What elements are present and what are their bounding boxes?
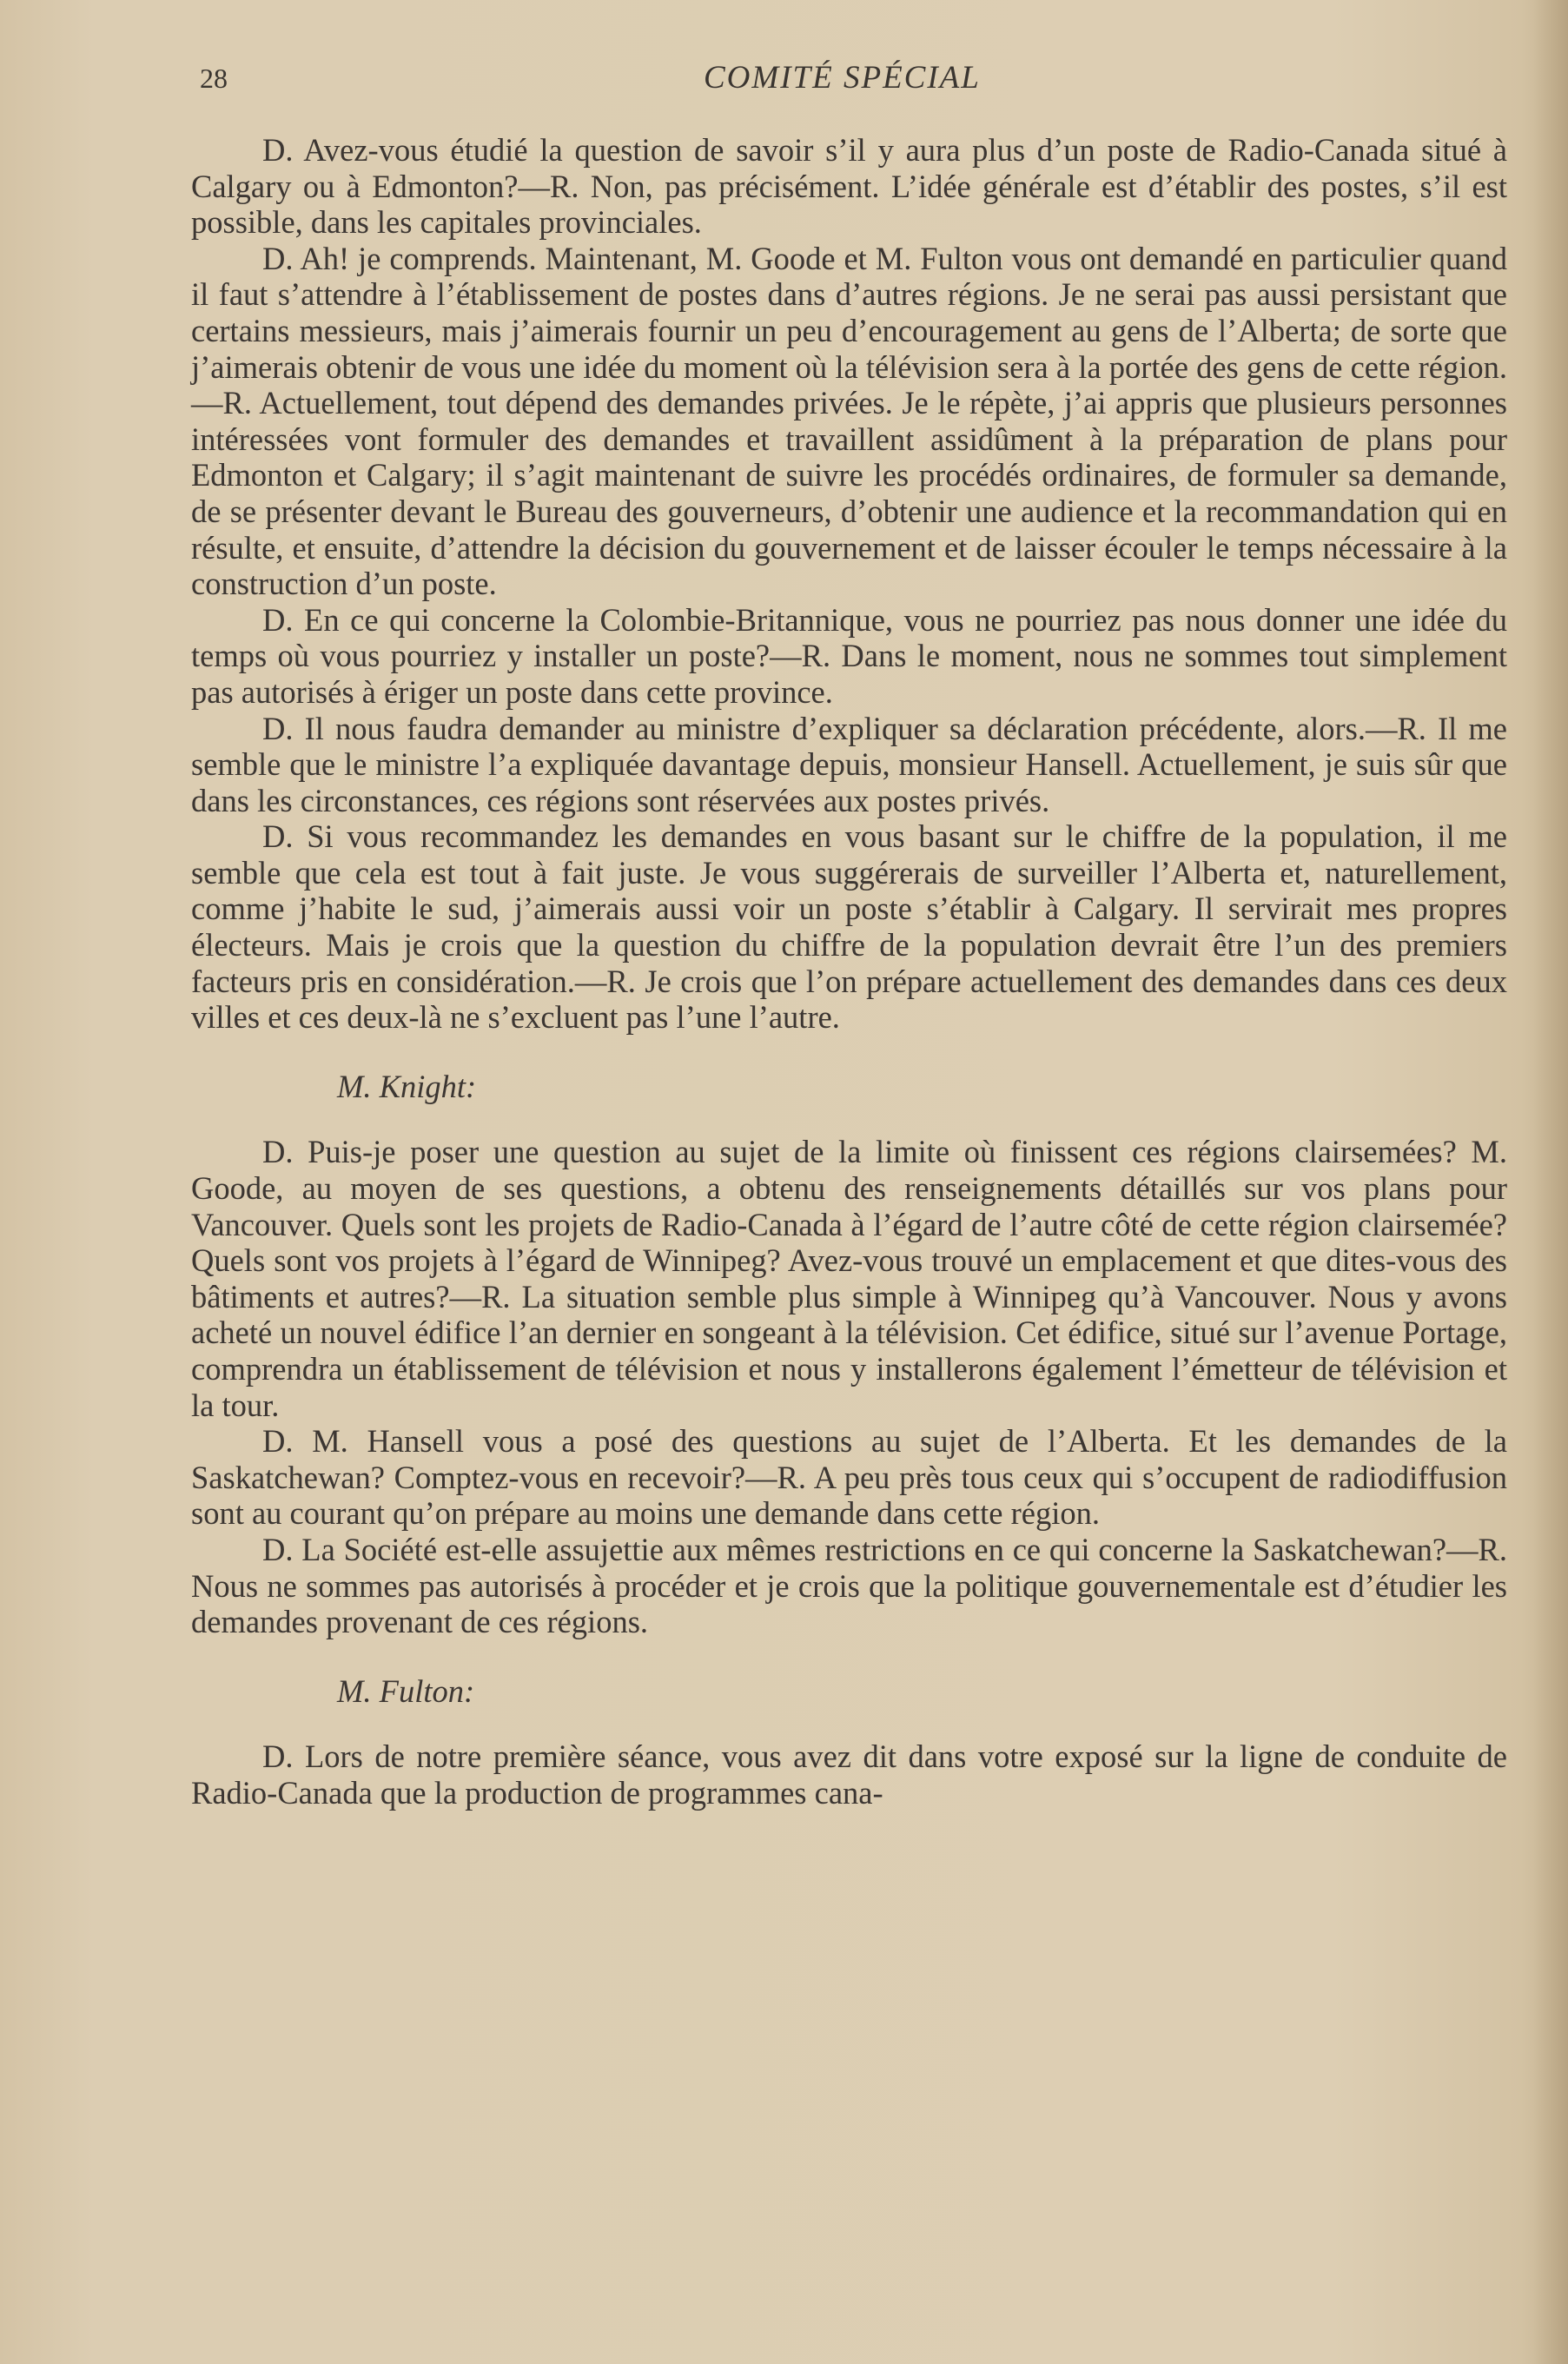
speaker-heading: M. Knight: xyxy=(337,1068,477,1104)
paragraph: D. Lors de notre première séance, vous avez dit dans votre exposé sur la ligne de conduite de Radio-Canada que la production de programmes cana- xyxy=(191,1738,1507,1811)
page-number: 28 xyxy=(200,63,228,94)
paragraph: D. Si vous recommandez les demandes en vous basant sur le chiffre de la population, il me semble que cela est tout à fait juste. Je vous suggérerais de surveiller l’Alberta et, naturellement, comme j’habite le sud, j’aimerais aussi voir un poste s’établir à Calgary. Il servirait mes propres électeurs. Mais je crois que la question du chiffre de la population devrait être l’un des premiers facteurs pris en considération.—R. Je crois que l’on prépare actuellement des demandes dans ces deux villes et ces deux-là ne s’excluent pas l’une l’autre. xyxy=(191,818,1507,1036)
paragraph: D. M. Hansell vous a posé des questions au sujet de l’Alberta. Et les demandes de la Saskatchewan? Comptez-vous en recevoir?—R. A peu près tous ceux qui s’occupent de radiodiffusion sont au courant qu’on prépare au moins une demande dans cette région. xyxy=(191,1423,1507,1532)
paragraph: D. Ah! je comprends. Maintenant, M. Goode et M. Fulton vous ont demandé en particulier quand il faut s’attendre à l’établissement de postes dans d’autres régions. Je ne serai pas aussi persistant que certains messieurs, mais j’aimerais fournir un peu d’encouragement au gens de l’Alberta; de sorte que j’aimerais obtenir de vous une idée du moment où la télévision sera à la portée des gens de cette région.—R. Actuellement, tout dépend des demandes privées. Je le répète, j’ai appris que plusieurs personnes intéressées vont formuler des demandes et travaillent assidûment à la préparation de plans pour Edmonton et Calgary; il s’agit maintenant de suivre les procédés ordinaires, de formuler sa demande, de se présenter devant le Bureau des gouverneurs, d’obtenir une audience et la recommandation qui en résulte, et ensuite, d’attendre la décision du gouvernement et de laisser écouler le temps nécessaire à la construction d’un poste. xyxy=(191,240,1507,602)
paragraph: D. La Société est-elle assujettie aux mêmes restrictions en ce qui concerne la Saskatchewan?—R. Nous ne sommes pas autorisés à procéder et je crois que la politique gouvernementale est d’étudier les demandes provenant de ces régions. xyxy=(191,1531,1507,1640)
paragraph: D. Il nous faudra demander au ministre d’expliquer sa déclaration précédente, alors.—R. Il me semble que le ministre l’a expliquée davantage depuis, monsieur Hansell. Actuellement, je suis sûr que dans les circonstances, ces régions sont réservées aux postes privés. xyxy=(191,710,1507,818)
paragraph: D. Avez-vous étudié la question de savoir s’il y aura plus d’un poste de Radio-Canada situé à Calgary ou à Edmonton?—R. Non, pas précisément. L’idée générale est d’établir des postes, s’il est possible, dans les capitales provinciales. xyxy=(191,132,1507,241)
speaker-heading: M. Fulton: xyxy=(337,1672,475,1709)
paragraph: D. Puis-je poser une question au sujet de la limite où finissent ces régions clairsemées? M. Goode, au moyen de ses questions, a obtenu des renseignements détaillés sur vos plans pour Vancouver. Quels sont les projets de Radio-Canada à l’égard de l’autre côté de cette région clairsemée? Quels sont vos projets à l’égard de Winnipeg? Avez-vous trouvé un emplacement et que dites-vous des bâtiments et autres?—R. La situation semble plus simple à Winnipeg qu’à Vancouver. Nous y avons acheté un nouvel édifice l’an dernier en songeant à la télévision. Cet édifice, situé sur l’avenue Portage, comprendra un établissement de télévision et nous y installerons également l’émetteur de télévision et la tour. xyxy=(191,1134,1507,1423)
paragraph: D. En ce qui concerne la Colombie-Britannique, vous ne pourriez pas nous donner une idée du temps où vous pourriez y installer un poste?—R. Dans le moment, nous ne sommes tout simplement pas autorisés à ériger un poste dans cette province. xyxy=(191,601,1507,710)
page-header xyxy=(200,59,1520,111)
body-text xyxy=(191,132,1507,1811)
running-title: COMITÉ SPÉCIAL xyxy=(704,60,981,96)
page-edge-shadow xyxy=(1533,0,1568,2364)
